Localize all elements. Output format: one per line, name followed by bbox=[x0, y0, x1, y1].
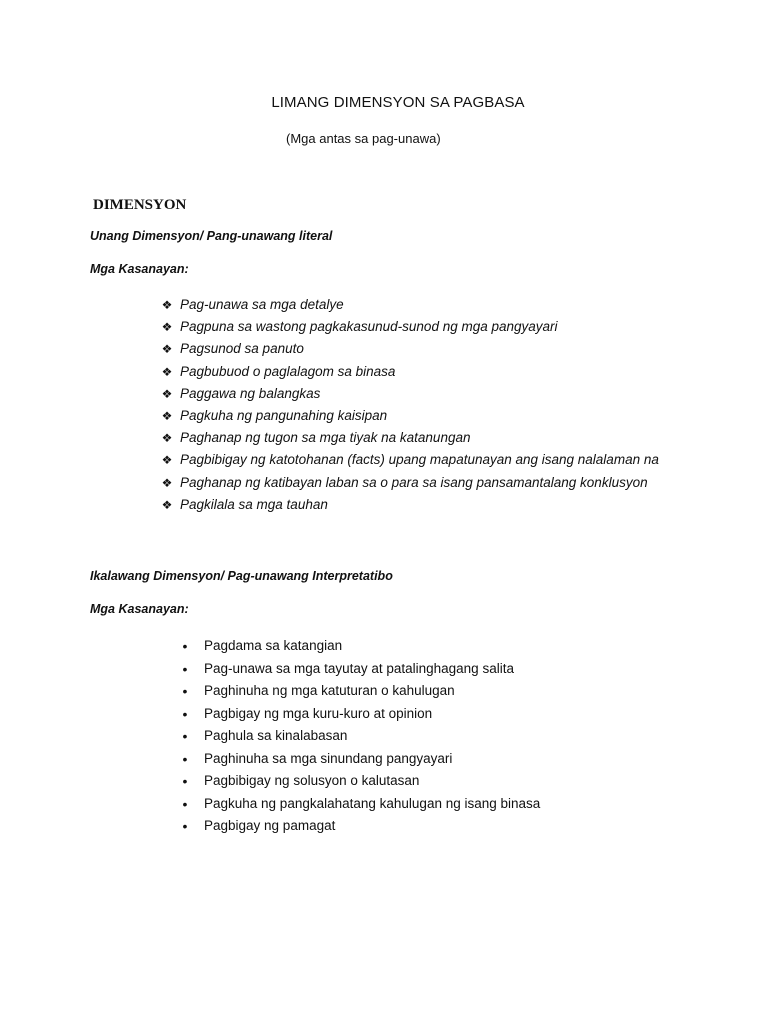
list-item-text: Pagbibigay ng katotohanan (facts) upang mapatunayan ang isang nalalaman na bbox=[180, 452, 659, 468]
first-dimension-heading: Unang Dimensyon/ Pang-unawang literal bbox=[90, 229, 333, 243]
diamond-bullet-icon: ❖ bbox=[161, 364, 173, 379]
first-skills-label: Mga Kasanayan: bbox=[90, 262, 189, 276]
dot-bullet-icon: • bbox=[182, 660, 188, 677]
list-item-text: Paghinuha ng mga katuturan o kahulugan bbox=[204, 683, 455, 698]
list-item-text: Paghanap ng katibayan laban sa o para sa isang pansamantalang konklusyon bbox=[180, 474, 648, 490]
list-item-text: Paghula sa kinalabasan bbox=[204, 728, 348, 743]
diamond-bullet-icon: ❖ bbox=[161, 320, 173, 335]
list-item-text: Paghanap ng tugon sa mga tiyak na katanungan bbox=[180, 430, 471, 446]
dot-bullet-icon: • bbox=[182, 773, 188, 789]
diamond-bullet-icon: ❖ bbox=[161, 453, 173, 468]
list-item-text: Pagbigay ng pamagat bbox=[204, 818, 336, 833]
list-item-text: Paghinuha sa mga sinundang pangyayari bbox=[204, 750, 453, 766]
list-item-text: Pagbibigay ng solusyon o kalutasan bbox=[204, 773, 420, 788]
dot-bullet-icon: • bbox=[182, 705, 188, 722]
list-item-text: Pagkuha ng pangunahing kaisipan bbox=[180, 407, 388, 423]
dot-bullet-icon: • bbox=[182, 683, 188, 699]
list-item-text: Pagdama sa katangian bbox=[204, 638, 343, 653]
document-subtitle: (Mga antas sa pag-unawa) bbox=[286, 131, 441, 146]
dot-bullet-icon: • bbox=[182, 818, 188, 834]
dot-bullet-icon: • bbox=[182, 750, 188, 767]
list-item-text: Pag-unawa sa mga detalye bbox=[180, 297, 344, 312]
list-item-text: Pagkuha ng pangkalahatang kahulugan ng isang binasa bbox=[204, 795, 541, 811]
diamond-bullet-icon: ❖ bbox=[161, 408, 173, 423]
list-item-text: Pagkilala sa mga tauhan bbox=[180, 496, 328, 512]
dot-bullet-icon: • bbox=[182, 728, 188, 744]
diamond-bullet-icon: ❖ bbox=[161, 497, 173, 512]
diamond-bullet-icon: ❖ bbox=[161, 431, 173, 446]
list-item-text: Pagsunod sa panuto bbox=[180, 341, 304, 357]
diamond-bullet-icon: ❖ bbox=[161, 386, 173, 401]
diamond-bullet-icon: ❖ bbox=[161, 298, 173, 312]
diamond-bullet-icon: ❖ bbox=[161, 342, 173, 357]
dot-bullet-icon: • bbox=[182, 795, 188, 812]
list-item-text: Paggawa ng balangkas bbox=[180, 385, 321, 401]
document-title: LIMANG DIMENSYON SA PAGBASA bbox=[271, 94, 525, 111]
list-item-text: Pagbubuod o paglalagom sa binasa bbox=[180, 363, 396, 379]
list-item-text: Pagpuna sa wastong pagkakasunud-sunod ng mga pangyayari bbox=[180, 319, 558, 335]
diamond-bullet-icon: ❖ bbox=[161, 475, 173, 490]
second-skills-label: Mga Kasanayan: bbox=[90, 602, 189, 616]
section-label: DIMENSYON bbox=[93, 197, 187, 213]
second-dimension-heading: Ikalawang Dimensyon/ Pag-unawang Interpretatibo bbox=[90, 569, 393, 583]
list-item-text: Pagbigay ng mga kuru-kuro at opinion bbox=[204, 705, 433, 721]
list-item-text: Pag-unawa sa mga tayutay at patalinghagang salita bbox=[204, 660, 514, 676]
dot-bullet-icon: • bbox=[182, 638, 188, 654]
